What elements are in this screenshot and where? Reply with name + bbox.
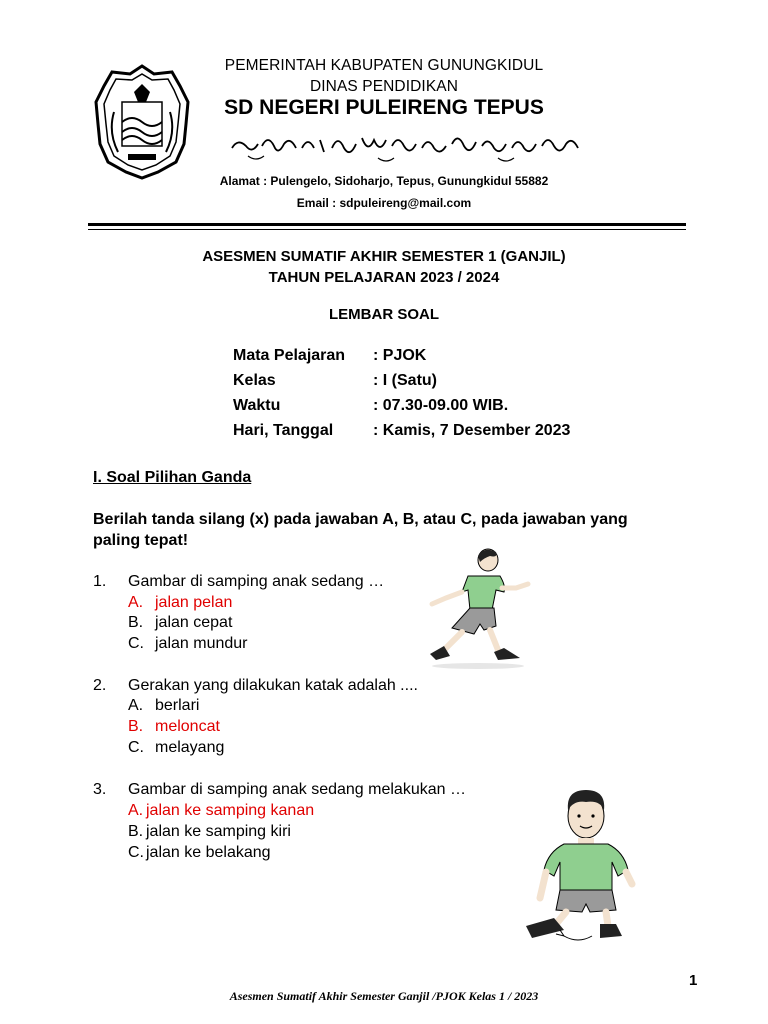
option-letter: B. — [128, 823, 144, 840]
walking-boy-illustration — [424, 546, 532, 672]
info-time-label: Waktu — [233, 397, 281, 414]
exam-year: TAHUN PELAJARAN 2023 / 2024 — [268, 269, 500, 286]
option-text: jalan cepat — [155, 614, 233, 631]
info-subject-label: Mata Pelajaran — [233, 347, 346, 364]
option-letter: A. — [128, 594, 144, 611]
question-number: 3. — [93, 781, 107, 798]
option-letter: C. — [128, 635, 144, 652]
option-text: berlari — [155, 697, 200, 714]
info-class-label: Kelas — [233, 372, 276, 389]
exam-title: ASESMEN SUMATIF AKHIR SEMESTER 1 (GANJIL) — [202, 248, 566, 265]
option-answer-text: jalan pelan — [155, 594, 233, 611]
question-number: 1. — [93, 573, 107, 590]
option-letter: A. — [128, 802, 144, 819]
question-number: 2. — [93, 677, 107, 694]
option-text: melayang — [155, 739, 225, 756]
option-text: jalan ke belakang — [146, 844, 271, 861]
option-text: jalan ke samping kiri — [146, 823, 291, 840]
info-subject-value: : PJOK — [373, 347, 427, 364]
option-letter: C. — [128, 739, 144, 756]
option-answer-text: jalan ke samping kanan — [146, 802, 315, 819]
footer-text: Asesmen Sumatif Akhir Semester Ganjil /PJOK Kelas 1 / 2023 — [229, 989, 539, 1003]
info-time-value: : 07.30-09.00 WIB. — [373, 397, 509, 414]
exam-sheet-label: LEMBAR SOAL — [329, 306, 439, 323]
header-email: Email : sdpuleireng@mail.com — [296, 196, 472, 210]
page-number: 1 — [689, 972, 698, 989]
section-heading: I. Soal Pilihan Ganda — [93, 469, 252, 486]
header-government: PEMERINTAH KABUPATEN GUNUNGKIDUL — [224, 57, 544, 74]
header-department: DINAS PENDIDIKAN — [309, 78, 459, 95]
header-divider-thick — [88, 223, 686, 226]
info-date-label: Hari, Tanggal — [233, 422, 334, 439]
header-school-name: SD NEGERI PULEIRENG TEPUS — [224, 96, 544, 119]
question-text: Gambar di samping anak sedang melakukan … — [128, 781, 466, 798]
option-letter: A. — [128, 697, 144, 714]
header-divider-thin — [88, 229, 686, 230]
info-date-value: : Kamis, 7 Desember 2023 — [373, 422, 571, 439]
info-class-value: : I (Satu) — [373, 372, 437, 389]
option-text: jalan mundur — [155, 635, 248, 652]
option-answer-text: meloncat — [155, 718, 220, 735]
question-text: Gambar di samping anak sedang … — [128, 573, 385, 590]
instruction-line-2: paling tepat! — [93, 532, 189, 549]
side-step-boy-illustration — [516, 780, 656, 946]
option-letter: B. — [128, 614, 144, 631]
option-letter: C. — [128, 844, 144, 861]
javanese-script-icon — [228, 126, 584, 166]
option-letter: B. — [128, 718, 144, 735]
question-text: Gerakan yang dilakukan katak adalah .... — [128, 677, 418, 694]
instruction-line-1: Berilah tanda silang (x) pada jawaban A, B, atau C, pada jawaban yang — [93, 511, 628, 528]
header-address: Alamat : Pulengelo, Sidoharjo, Tepus, Gunungkidul 55882 — [219, 174, 549, 188]
